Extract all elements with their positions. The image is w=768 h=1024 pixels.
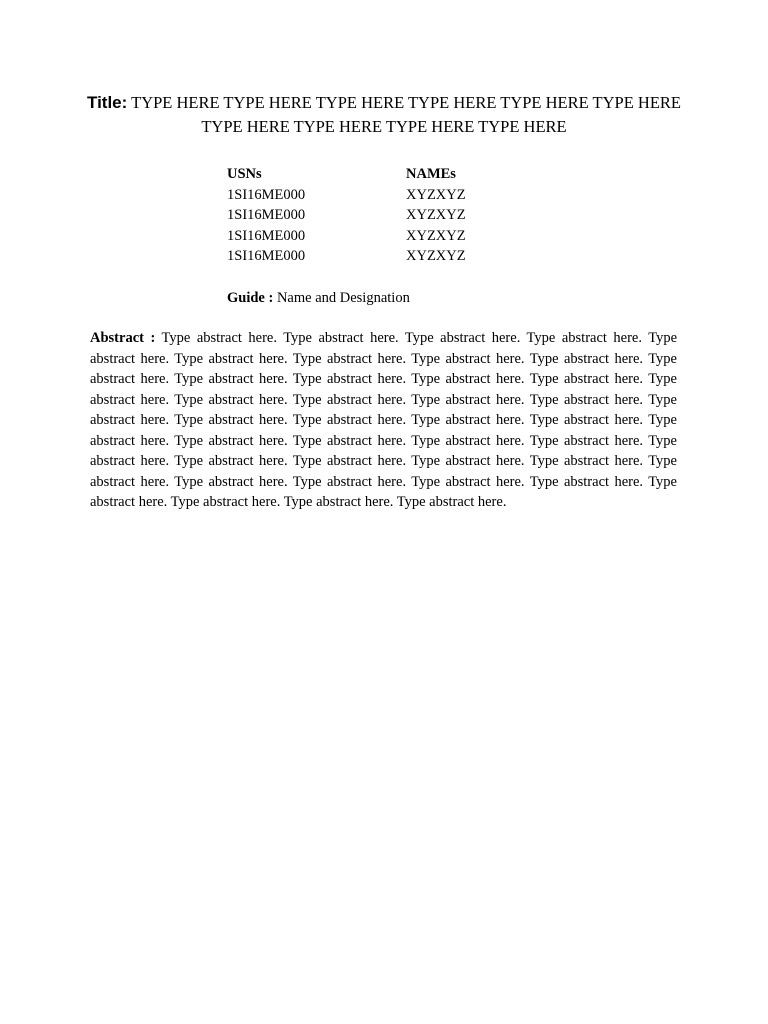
member-usn: 1SI16ME000 <box>227 186 306 203</box>
member-usn: 1SI16ME000 <box>227 227 306 244</box>
members-header-row <box>227 164 547 185</box>
member-row <box>227 246 547 267</box>
document-title <box>80 91 688 139</box>
abstract-label: Abstract : <box>90 330 156 346</box>
member-name: XYZXYZ <box>406 207 466 223</box>
guide-label: Guide : <box>227 290 274 306</box>
abstract-text: Type abstract here. Type abstract here. Type abstract here. Type abstract here. Type abstract here. Type abstract here. Type abstract here. Type abstract here. Type abstract here. Type abstract here. Type abstract here. Type abstract here. Type abstract here. Type abstract here. Type abstract here. Type abstract here. Type abstract here. Type abstract here. Type abstract here. Type abstract here. Type abstract here. Type abstract here. Type abstract here. Type abstract here. Type abstract here. Type abstract here. Type abstract here. Type abstract here. Type abstract here. Type abstract here. Type abstract here. Type abstract here. Type abstract here. Type abstract here. Type abstract here. Type abstract here. Type abstract here. Type abstract here. Type abstract here. Type abstract here. Type abstract here. Type abstract here. Type abstract here. <box>90 330 678 510</box>
title-text: TYPE HERE TYPE HERE TYPE HERE TYPE HERE TYPE HERE TYPE HERE TYPE HERE TYPE HERE TYPE HERE TYPE HERE <box>131 93 681 136</box>
usn-column-header: USNs <box>227 166 262 182</box>
member-name: XYZXYZ <box>406 227 466 244</box>
member-name: XYZXYZ <box>406 186 466 203</box>
members-table <box>227 164 547 267</box>
member-usn: 1SI16ME000 <box>227 248 306 264</box>
member-row <box>227 205 547 226</box>
abstract-paragraph <box>90 328 677 513</box>
member-usn: 1SI16ME000 <box>227 207 306 223</box>
member-name: XYZXYZ <box>406 248 466 264</box>
member-row <box>227 226 547 247</box>
name-column-header: NAMEs <box>406 166 456 182</box>
member-row <box>227 185 547 206</box>
guide-line <box>227 288 410 308</box>
guide-value: Name and Designation <box>276 290 410 306</box>
title-label: Title: <box>87 93 128 112</box>
